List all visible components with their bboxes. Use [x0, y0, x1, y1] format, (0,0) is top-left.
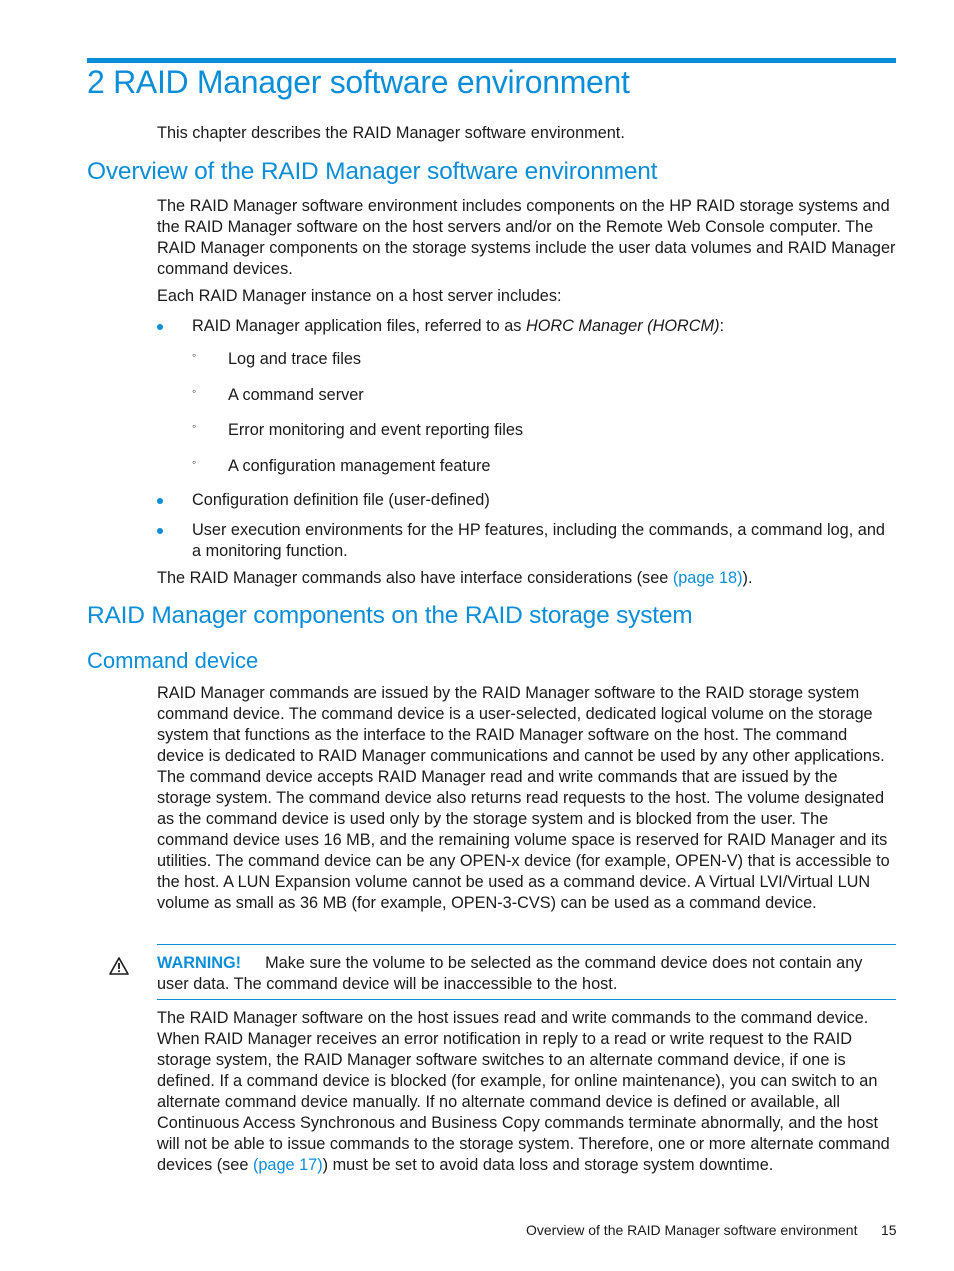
footer-page-number: 15: [881, 1222, 897, 1238]
warning-triangle-icon: [109, 956, 129, 976]
chapter-title: 2 RAID Manager software environment: [87, 64, 630, 100]
overview-paragraph-2: Each RAID Manager instance on a host server includes:: [157, 287, 562, 305]
command-device-paragraph-1: RAID Manager commands are issued by the RAID Manager software to the RAID storage system command device. The command device is a user-selected, dedicated logical volume on the storage system that functions as the interface to the RAID Manager software on the host. The command device is dedicated to RAID Manager communications and cannot be used by any other applications. The command device accepts RAID Manager read and write commands that are issued by the storage system. The command device also returns read requests to the host. The volume designated as the command device is used only by the storage system and is blocked from the user. The command device uses 16 MB, and the remaining volume space is reserved for RAID Manager and its utilities. The command device can be any OPEN-x device (for example, OPEN-V) that is accessible to the host. A LUN Expansion volume cannot be used as a command device. A Virtual LVI/Virtual LUN volume as small as 36 MB (for example, OPEN-3-CVS) can be used as a command device.: [157, 684, 890, 912]
circle-bullet-icon: ◦: [192, 348, 197, 362]
page-18-link[interactable]: (page 18): [672, 569, 743, 587]
warning-note: [157, 953, 896, 995]
command-device-paragraph-2: The RAID Manager software on the host issues read and write commands to the command device. When RAID Manager receives an error notification in reply to a read or write request to the RAID storage system, the RAID Manager software switches to an alternate command device, if one is defined. If a command device is blocked (for example, for online maintenance), you can switch to an alternate command device manually. If no alternate command device is defined or available, all Continuous Access Synchronous and Business Copy commands terminate abnormally, and the host will not be able to issue commands to the storage system. Therefore, one or more alternate command devices (see (page 17)) must be set to avoid data loss and storage system downtime.: [157, 1009, 890, 1174]
warning-label: WARNING!: [157, 954, 242, 972]
warning-text: Make sure the volume to be selected as the command device does not contain any user data. The command device will be inaccessible to the host.: [157, 954, 863, 993]
overview-paragraph-3: The RAID Manager commands also have interface considerations (see (page 18)).: [157, 569, 753, 587]
components-heading: RAID Manager components on the RAID storage system: [87, 602, 693, 629]
warning-top-rule: [157, 944, 896, 945]
circle-bullet-icon: ◦: [192, 455, 197, 469]
warning-bottom-rule: [157, 999, 896, 1000]
chapter-intro: This chapter describes the RAID Manager software environment.: [157, 124, 625, 142]
circle-bullet-icon: ◦: [192, 384, 197, 398]
bullet-icon: [157, 324, 163, 330]
bullet-icon: [157, 528, 163, 534]
page-17-link[interactable]: (page 17): [252, 1156, 323, 1174]
command-device-heading: Command device: [87, 648, 259, 673]
overview-heading: Overview of the RAID Manager software environment: [87, 158, 658, 185]
top-rule: [87, 58, 896, 63]
footer-section-title: Overview of the RAID Manager software environment: [526, 1222, 858, 1238]
bullet-icon: [157, 498, 163, 504]
horcm-term: HORC Manager (HORCM): [525, 317, 720, 335]
overview-paragraph-1: The RAID Manager software environment includes components on the HP RAID storage systems and the RAID Manager software on the host servers and/or on the Remote Web Console computer. The RAID Manager components on the storage systems include the user data volumes and RAID Manager command devices.: [157, 197, 896, 278]
circle-bullet-icon: ◦: [192, 419, 197, 433]
bullet-text: RAID Manager application files, referred to as HORC Manager (HORCM):: [192, 317, 725, 335]
